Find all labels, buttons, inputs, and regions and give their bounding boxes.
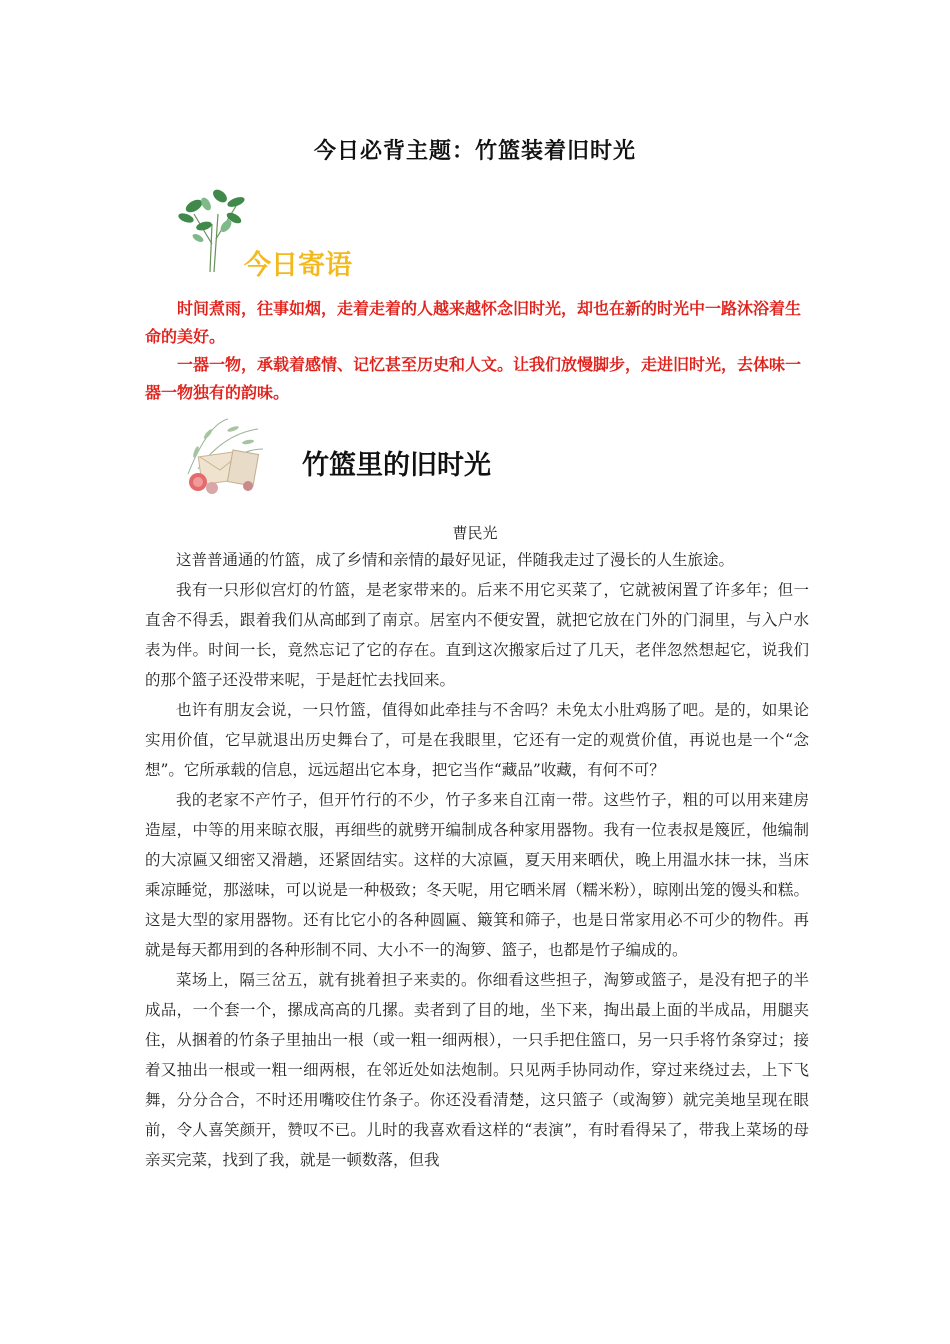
section-title-article: 竹篮里的旧时光	[302, 450, 491, 481]
leaf-plant-icon	[176, 184, 246, 274]
article-author: 曹民光	[452, 524, 498, 542]
section-title-daily-message: 今日寄语	[244, 250, 352, 281]
article-paragraph: 菜场上，隔三岔五，就有挑着担子来卖的。你细看这些担子，淘箩或篮子，是没有把子的半成品，一个套一个，摞成高高的几摞。卖者到了目的地，坐下来，掏出最上面的半成品，用腿夹住，从捆着的竹条子里抽出一根（或一粗一细两根），一只手把住篮口，另一只手将竹条穿过；接着又抽出一根或一粗一细两根，在邻近处如法炮制。只见两手协同动作，穿过来绕过去，上下飞舞，分分合合，不时还用嘴咬住竹条子。你还没看清楚，这只篮子（或淘箩）就完美地呈现在眼前，令人喜笑颜开，赞叹不已。儿时的我喜欢看这样的“表演”，有时看得呆了，带我上菜场的母亲买完菜，找到了我，就是一顿数落，但我	[145, 971, 809, 1169]
daily-message-block	[145, 295, 809, 407]
envelope-flower-icon	[178, 414, 268, 504]
article-paragraph: 我有一只形似宫灯的竹篮，是老家带来的。后来不用它买菜了，它就被闲置了许多年；但一直舍不得丢，跟着我们从高邮到了南京。居室内不便安置，就把它放在门外的门洞里，与入户水表为伴。时间一长，竟然忘记了它的存在。直到这次搬家后过了几天，老伴忽然想起它，说我们的那个篮子还没带来呢，于是赶忙去找回来。	[145, 581, 809, 689]
daily-message-paragraph: 一器一物，承载着感情、记忆甚至历史和人文。让我们放慢脚步，走进旧时光，去体味一器一物独有的韵味。	[145, 355, 802, 402]
article-paragraph: 这普普通通的竹篮，成了乡情和亲情的最好见证，伴随我走过了漫长的人生旅途。	[176, 551, 735, 569]
article-paragraph: 也许有朋友会说，一只竹篮，值得如此牵挂与不舍吗？未免太小肚鸡肠了吧。是的，如果论实用价值，它早就退出历史舞台了，可是在我眼里，它还有一定的观赏价值，再说也是一个“念想”。它所承载的信息，远远超出它本身，把它当作“藏品”收藏，有何不可？	[145, 701, 809, 779]
article-paragraph: 我的老家不产竹子，但开竹行的不少，竹子多来自江南一带。这些竹子，粗的可以用来建房造屋，中等的用来晾衣服，再细些的就劈开编制成各种家用器物。我有一位表叔是篾匠，他编制的大凉匾又细密又滑趟，还紧固结实。这样的大凉匾，夏天用来晒伏，晚上用温水抹一抹，当床乘凉睡觉，那滋味，可以说是一种极致；冬天呢，用它晒米屑（糯米粉），晾刚出笼的馒头和糕。这是大型的家用器物。还有比它小的各种圆匾、簸箕和筛子，也是日常家用必不可少的物件。再就是每天都用到的各种形制不同、大小不一的淘箩、篮子，也都是竹子编成的。	[145, 791, 809, 959]
article-body	[145, 545, 809, 1175]
page-title: 今日必背主题：竹篮装着旧时光	[313, 139, 636, 164]
daily-message-paragraph: 时间煮雨，往事如烟，走着走着的人越来越怀念旧时光，却也在新的时光中一路沐浴着生命的美好。	[145, 299, 802, 346]
